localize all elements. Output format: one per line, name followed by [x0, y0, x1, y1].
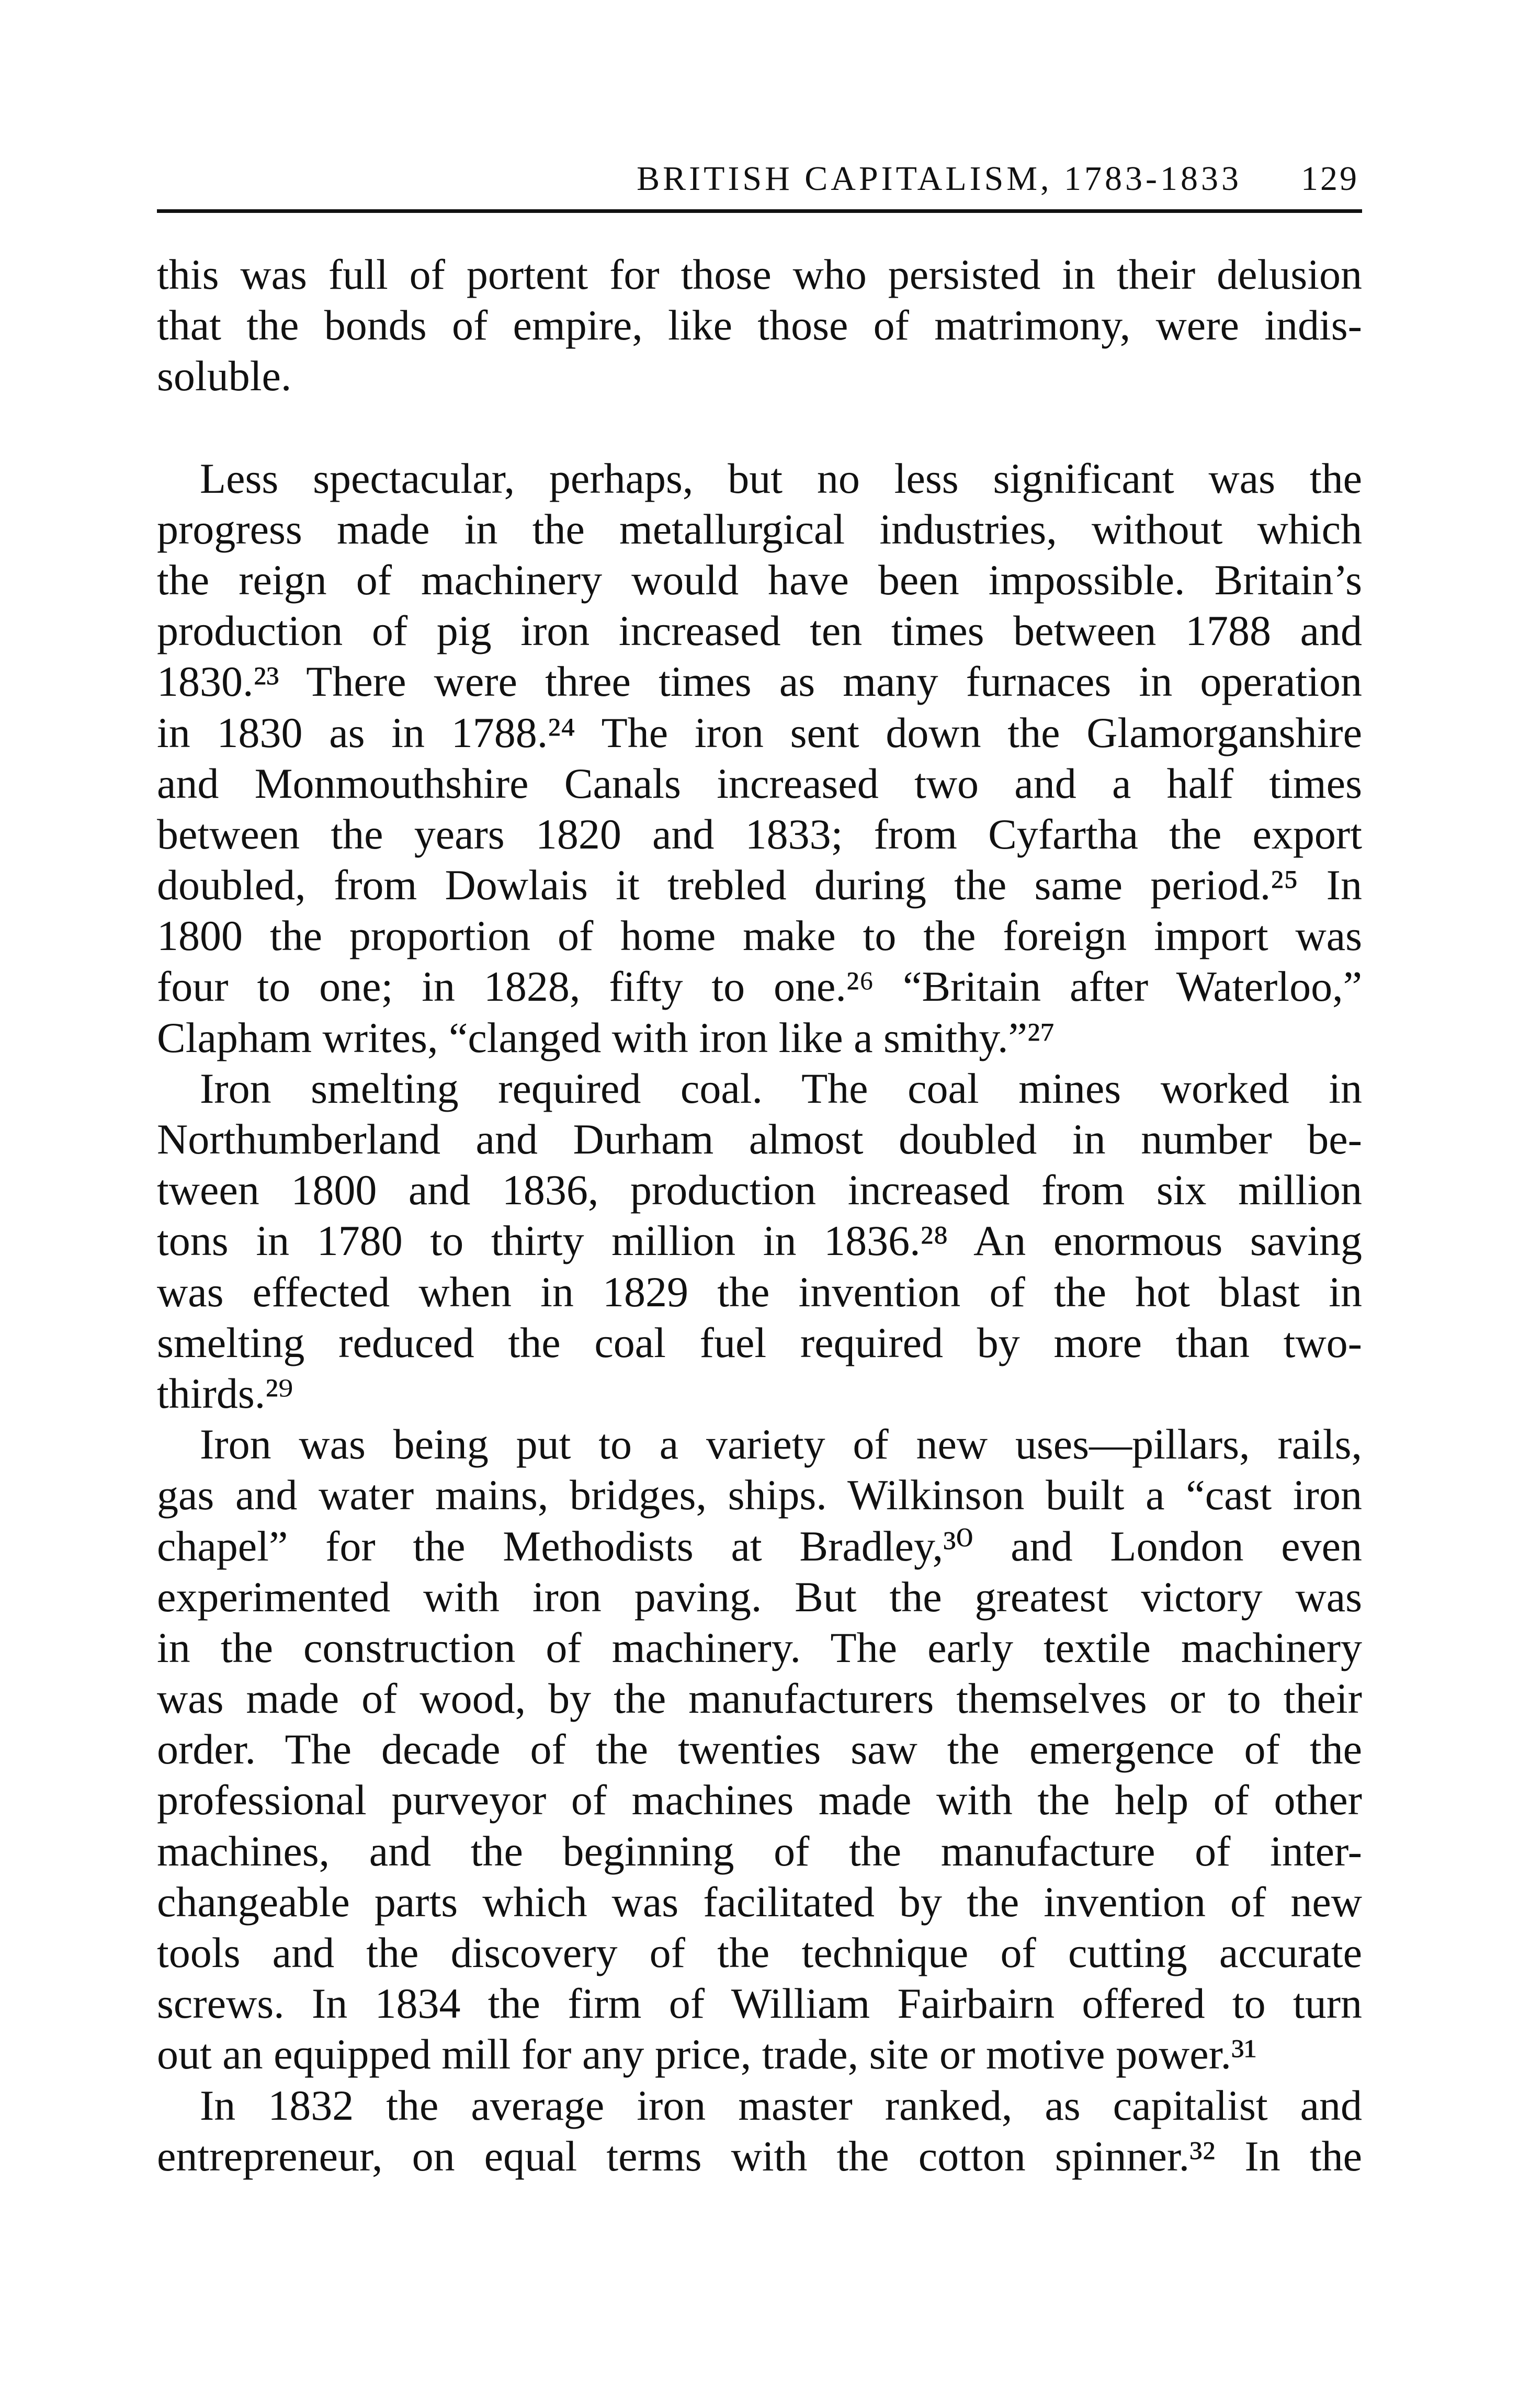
text-line: between the years 1820 and 1833; from Cyfartha the export — [157, 810, 1362, 858]
text-line: tween 1800 and 1836, production increased from six million — [157, 1166, 1362, 1214]
book-page — [157, 0, 1362, 2408]
text-line: this was full of portent for those who persisted in their delusion — [157, 251, 1362, 298]
text-line: 1830.²³ There were three times as many furnaces in operation — [157, 658, 1362, 706]
text-line: that the bonds of empire, like those of matrimony, were indis- — [157, 301, 1362, 349]
text-line: tons in 1780 to thirty million in 1836.²⁸ An enormous saving — [157, 1217, 1362, 1265]
text-line: out an equipped mill for any price, trade, site or motive power.³¹ — [157, 2030, 1257, 2078]
text-line: in 1830 as in 1788.²⁴ The iron sent down the Glamorganshire — [157, 708, 1362, 756]
text-line: progress made in the metallurgical industries, without which — [157, 505, 1362, 553]
text-line: order. The decade of the twenties saw the emergence of the — [157, 1725, 1362, 1773]
paragraph-4 — [157, 1419, 1362, 2079]
text-line: Iron smelting required coal. The coal mines worked in — [200, 1064, 1362, 1112]
text-line: changeable parts which was facilitated by the invention of new — [157, 1878, 1362, 1926]
text-line: was effected when in 1829 the invention of the hot blast in — [157, 1268, 1362, 1316]
text-line: in the construction of machinery. The early textile machinery — [157, 1623, 1362, 1671]
text-line: smelting reduced the coal fuel required by more than two- — [157, 1318, 1362, 1366]
text-line: thirds.²⁹ — [157, 1369, 293, 1417]
text-line: doubled, from Dowlais it trebled during the same period.²⁵ In — [157, 861, 1362, 909]
text-line: production of pig iron increased ten times between 1788 and — [157, 607, 1362, 655]
page-header — [157, 152, 1362, 213]
text-line: soluble. — [157, 352, 292, 400]
body-text — [157, 249, 1362, 2181]
text-line: Clapham writes, “clanged with iron like a smithy.”²⁷ — [157, 1013, 1056, 1061]
paragraph-2 — [157, 453, 1362, 1063]
text-line: gas and water mains, bridges, ships. Wilkinson built a “cast iron — [157, 1471, 1362, 1519]
text-line: entrepreneur, on equal terms with the cotton spinner.³² In the — [157, 2132, 1362, 2180]
running-head: BRITISH CAPITALISM, 1783-1833 — [637, 160, 1242, 198]
text-line: In 1832 the average iron master ranked, as capitalist and — [200, 2081, 1362, 2129]
text-line: Less spectacular, perhaps, but no less significant was the — [200, 454, 1362, 502]
text-line: screws. In 1834 the firm of William Fairbairn offered to turn — [157, 1980, 1362, 2028]
paragraph-5 — [157, 2080, 1362, 2181]
text-line: machines, and the beginning of the manufacture of inter- — [157, 1827, 1362, 1875]
paragraph-1 — [157, 249, 1362, 402]
page-number: 129 — [1301, 160, 1359, 198]
text-line: experimented with iron paving. But the greatest victory was — [157, 1573, 1362, 1621]
paragraph-3 — [157, 1063, 1362, 1419]
section-break — [157, 402, 1362, 453]
text-line: Northumberland and Durham almost doubled in number be- — [157, 1115, 1362, 1163]
text-line: Iron was being put to a variety of new uses—pillars, rails, — [200, 1420, 1362, 1468]
text-line: the reign of machinery would have been impossible. Britain’s — [157, 556, 1362, 604]
text-line: 1800 the proportion of home make to the foreign import was — [157, 912, 1362, 960]
text-line: tools and the discovery of the technique of cutting accurate — [157, 1929, 1362, 1976]
text-line: was made of wood, by the manufacturers themselves or to their — [157, 1675, 1362, 1723]
text-line: professional purveyor of machines made with the help of other — [157, 1776, 1362, 1824]
text-line: four to one; in 1828, fifty to one.²⁶ “Britain after Waterloo,” — [157, 963, 1362, 1011]
text-line: chapel” for the Methodists at Bradley,³⁰ and London even — [157, 1522, 1362, 1570]
text-line: and Monmouthshire Canals increased two and a half times — [157, 759, 1362, 807]
